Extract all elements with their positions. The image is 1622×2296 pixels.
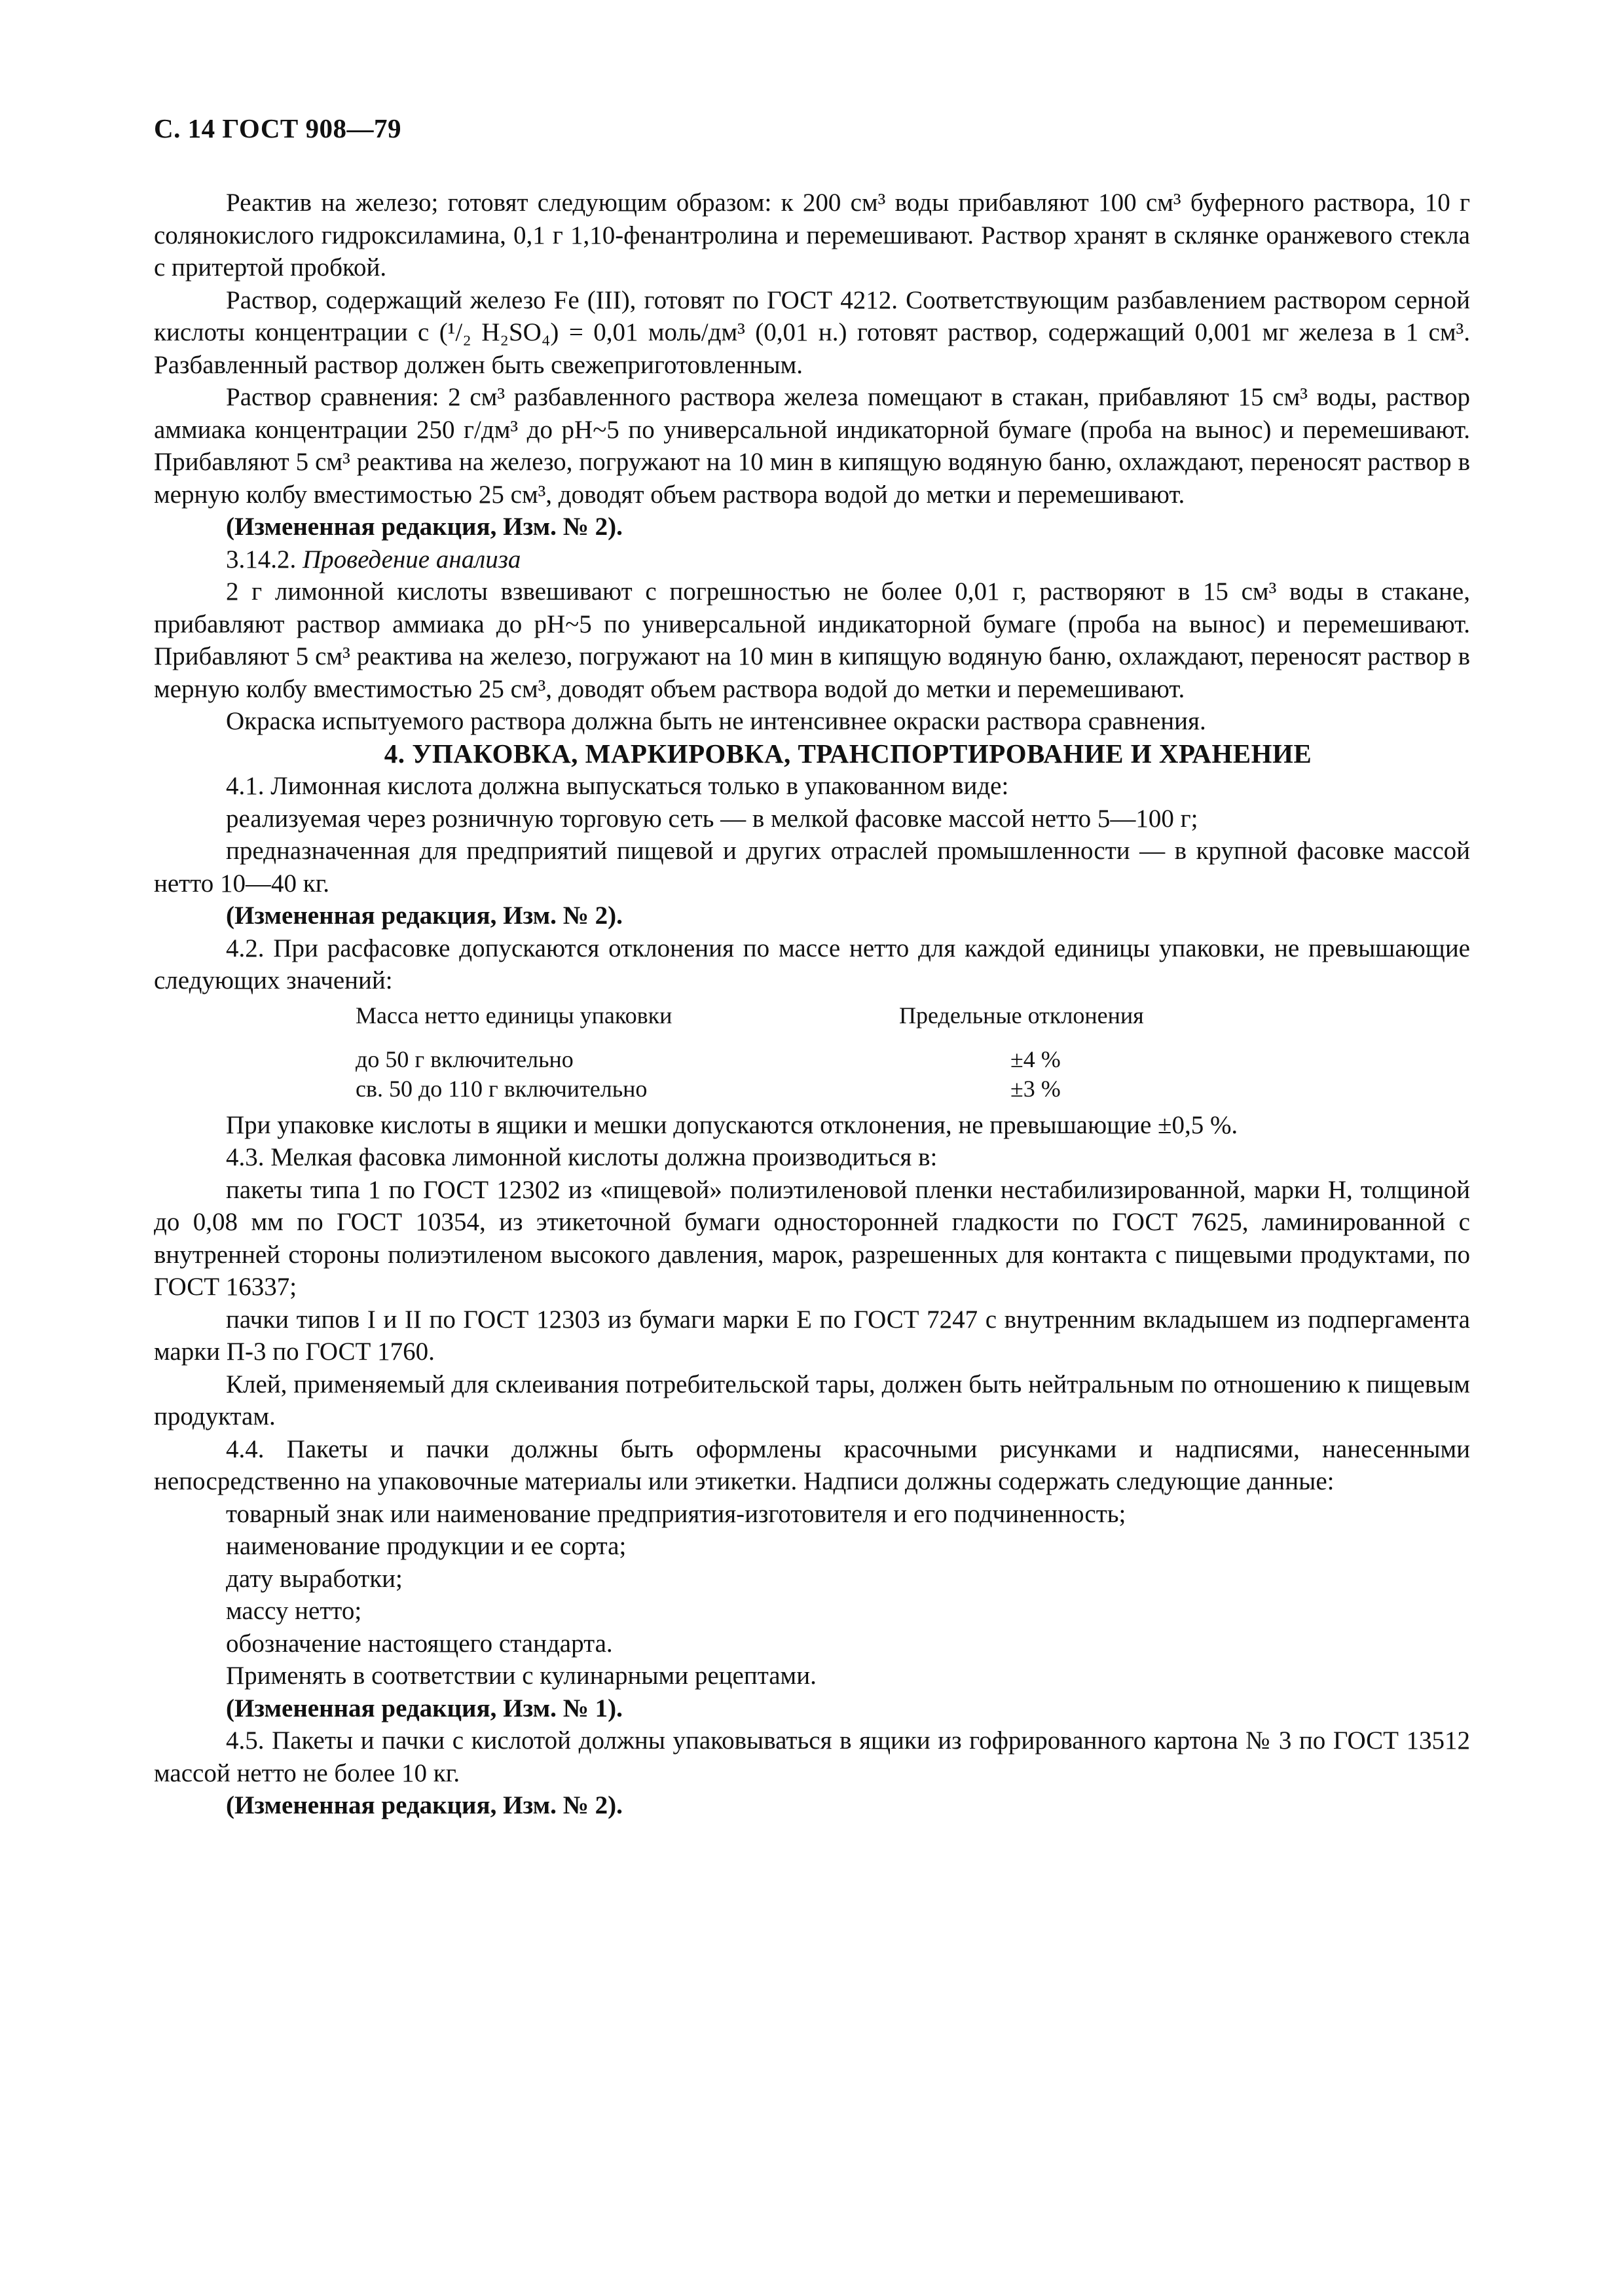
edit-note: (Измененная редакция, Изм. № 2).: [226, 513, 623, 541]
table-header-deviation: Предельные отклонения: [899, 1002, 1144, 1029]
list-item: товарный знак или наименование предприятия-изготовителя и его подчиненность;: [226, 1499, 1126, 1528]
document-body: [154, 187, 1470, 1822]
paragraph-iron-reagent: Реактив на железо; готовят следующим образом: к 200 см³ воды прибавляют 100 см³ буферного раствора, 10 г солянокислого гидроксиламина, 0,1 г 1,10-фенантролина и перемешивают. Раствор хранят в склянке оранжевого стекла с притертой пробкой.: [154, 189, 1470, 282]
paragraph-4-3-glue: Клей, применяемый для склеивания потребительской тары, должен быть нейтральным по отношению к пищевым продуктам.: [154, 1370, 1470, 1430]
table-row: [356, 1045, 1403, 1074]
table-cell: ±3 %: [1010, 1075, 1061, 1102]
paragraph-4-1-retail: реализуемая через розничную торговую сеть — в мелкой фасовке массой нетто 5—100 г;: [226, 804, 1198, 833]
table-header-mass: Масса нетто единицы упаковки: [356, 1002, 673, 1029]
subsection-number: 3.14.2.: [226, 545, 297, 574]
paragraph-4-3-bags: пакеты типа 1 по ГОСТ 12302 из «пищевой» полиэтиленовой пленки нестабилизированной, марки Н, толщиной до 0,08 мм по ГОСТ 10354, из этикеточной бумаги односторонней гладкости по ГОСТ 7625, ламинированной с внутренней стороны полиэтиленом высокого давления, марок, разрешенных для контакта с пищевыми продуктами, по ГОСТ 16337;: [154, 1175, 1470, 1301]
paragraph-analysis: 2 г лимонной кислоты взвешивают с погрешностью не более 0,01 г, растворяют в 15 см³ воды в стакане, прибавляют раствор аммиака до pH~5 по универсальной индикаторной бумаге (проба на вынос) и перемешивают. Прибавляют 5 см³ реактива на железо, погружают на 10 мин в кипящую водяную баню, охлаждают, переносят раствор в мерную колбу вместимостью 25 см³, доводят объем раствора водой до метки и перемешивают.: [154, 577, 1470, 703]
paragraph-iron-solution: Раствор, содержащий железо Fe (III), готовят по ГОСТ 4212. Соответствующим разбавлением раствором серной кислоты концентрации с (¹/₂ H₂SO₄) = 0,01 моль/дм³ (0,01 н.) готовят раствор, содержащий 0,001 мг железа в 1 см³. Разбавленный раствор должен быть свежеприготовленным.: [154, 285, 1470, 379]
edit-note: (Измененная редакция, Изм. № 1).: [226, 1694, 623, 1722]
paragraph-4-1-industry: предназначенная для предприятий пищевой и других отраслей промышленности — в крупной фасовке массой нетто 10—40 кг.: [154, 837, 1470, 898]
table-cell: св. 50 до 110 г включительно: [356, 1075, 648, 1102]
list-item: обозначение настоящего стандарта.: [226, 1629, 613, 1658]
section-4-title: 4. УПАКОВКА, МАРКИРОВКА, ТРАНСПОРТИРОВАНИЕ И ХРАНЕНИЕ: [384, 738, 1312, 769]
list-item: массу нетто;: [226, 1597, 362, 1625]
table-cell: ±4 %: [1010, 1046, 1061, 1072]
paragraph-4-3: 4.3. Мелкая фасовка лимонной кислоты должна производиться в:: [226, 1143, 938, 1171]
paragraph-4-5: 4.5. Пакеты и пачки с кислотой должны упаковываться в ящики из гофрированного картона № 3 по ГОСТ 13512 массой нетто не более 10 кг.: [154, 1726, 1470, 1787]
edit-note: (Измененная редакция, Изм. № 2).: [226, 1791, 623, 1819]
paragraph-4-4: 4.4. Пакеты и пачки должны быть оформлены красочными рисунками и надписями, нанесенными непосредственно на упаковочные материалы или этикетки. Надписи должны содержать следующие данные:: [154, 1434, 1470, 1495]
page-header: С. 14 ГОСТ 908—79: [154, 113, 402, 143]
edit-note: (Измененная редакция, Изм. № 2).: [226, 902, 623, 930]
list-item: наименование продукции и ее сорта;: [226, 1532, 627, 1560]
paragraph-4-2: 4.2. При расфасовке допускаются отклонения по массе нетто для каждой единицы упаковки, не превышающие следующих значений:: [154, 934, 1470, 994]
paragraph-4-1: 4.1. Лимонная кислота должна выпускаться только в упакованном виде:: [226, 772, 1009, 800]
table-row: [356, 1074, 1403, 1104]
table-header-row: [356, 1001, 1403, 1045]
paragraph-comparison-solution: Раствор сравнения: 2 см³ разбавленного раствора железа помещают в стакан, прибавляют 15 см³ воды, раствор аммиака концентрации 250 г/дм³ до pH~5 по универсальной индикаторной бумаге (проба на вынос) и перемешивают. Прибавляют 5 см³ реактива на железо, погружают на 10 мин в кипящую водяную баню, охлаждают, переносят раствор в мерную колбу вместимостью 25 см³, доводят объем раствора водой до метки и перемешивают.: [154, 383, 1470, 509]
table-cell: до 50 г включительно: [356, 1046, 574, 1072]
paragraph-4-3-packs: пачки типов I и II по ГОСТ 12303 из бумаги марки Е по ГОСТ 7247 с внутренним вкладышем из подпергамента марки П-3 по ГОСТ 1760.: [154, 1305, 1470, 1366]
list-item: Применять в соответствии с кулинарными рецептами.: [226, 1662, 817, 1690]
list-item: дату выработки;: [226, 1564, 403, 1593]
tolerance-table: [356, 1001, 1403, 1104]
paragraph-color-check: Окраска испытуемого раствора должна быть не интенсивнее окраски раствора сравнения.: [226, 707, 1206, 735]
subsection-title: Проведение анализа: [303, 545, 521, 574]
subsection-heading: [154, 543, 1470, 576]
paragraph-bulk-tolerance: При упаковке кислоты в ящики и мешки допускаются отклонения, не превышающие ±0,5 %.: [226, 1110, 1238, 1139]
